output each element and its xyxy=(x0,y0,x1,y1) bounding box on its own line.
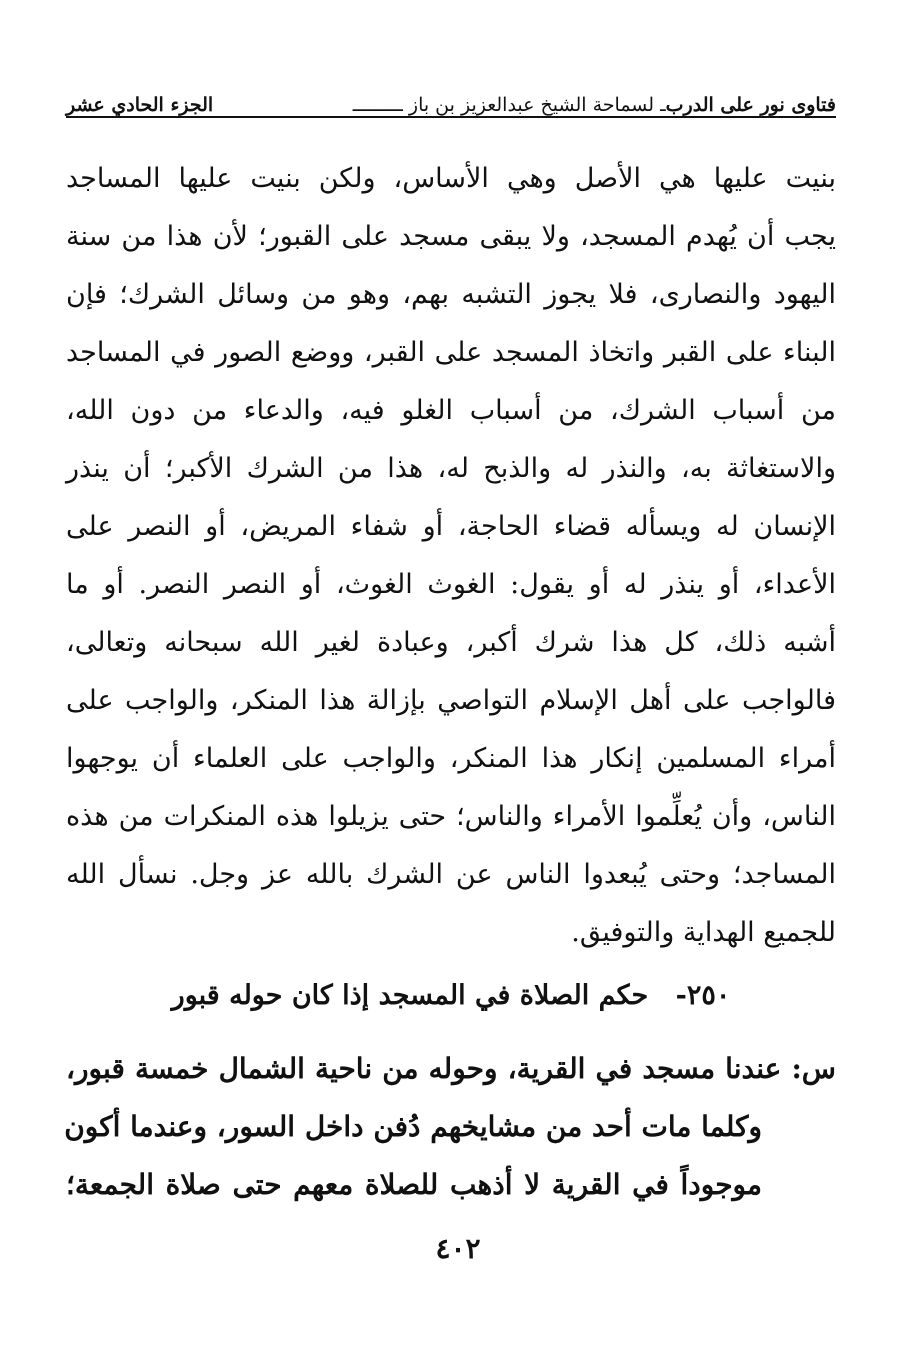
section-title: حكم الصلاة في المسجد إذا كان حوله قبور xyxy=(171,980,649,1011)
body-line: الأعداء، أو ينذر له أو يقول: الغوث الغوث، أو النصر النصر. أو ما xyxy=(66,569,836,600)
section-heading xyxy=(66,980,836,1011)
body-line: بنيت عليها هي الأصل وهي الأساس، ولكن بنيت عليها المساجد xyxy=(66,163,836,194)
page-number: ٤٠٢ xyxy=(435,1232,481,1265)
body-line: الإنسان له ويسأله قضاء الحاجة، أو شفاء المريض، أو النصر على xyxy=(66,511,836,542)
body-line: فالواجب على أهل الإسلام التواصي بإزالة هذا المنكر، والواجب على xyxy=(66,685,836,716)
body-line: الناس، وأن يُعلِّموا الأمراء والناس؛ حتى يزيلوا هذه المنكرات من هذه xyxy=(66,801,836,832)
body-line: والاستغاثة به، والنذر له والذبح له، هذا من الشرك الأكبر؛ أن ينذر xyxy=(66,453,836,484)
book-title: فتاوى نور على الدرب xyxy=(665,94,836,116)
question-block xyxy=(66,1040,836,1214)
body-line: البناء على القبر واتخاذ المسجد على القبر، ووضع الصور في المساجد xyxy=(66,337,836,368)
body-line: اليهود والنصارى، فلا يجوز التشبه بهم، وهو من وسائل الشرك؛ فإن xyxy=(66,279,836,310)
body-line: من أسباب الشرك، من أسباب الغلو فيه، والدعاء من دون الله، xyxy=(66,395,836,426)
volume-label: الجزء الحادي عشر xyxy=(66,94,214,116)
section-number: ٢٥٠- xyxy=(675,980,731,1011)
body-line: المساجد؛ وحتى يُبعدوا الناس عن الشرك بالله عز وجل. نسأل الله xyxy=(66,859,836,890)
body-line: للجميع الهداية والتوفيق. xyxy=(571,917,836,948)
running-header xyxy=(66,82,836,118)
question-line: س: عندنا مسجد في القرية، وحوله من ناحية الشمال خمسة قبور، xyxy=(66,1052,836,1085)
body-text xyxy=(66,150,836,962)
header-title-group xyxy=(353,94,836,116)
body-line: أشبه ذلك، كل هذا شرك أكبر، وعبادة لغير الله سبحانه وتعالى، xyxy=(66,627,836,658)
body-line: أمراء المسلمين إنكار هذا المنكر، والواجب على العلماء أن يوجهوا xyxy=(66,743,836,774)
body-line: يجب أن يُهدم المسجد، ولا يبقى مسجد على القبور؛ لأن هذا من سنة xyxy=(66,221,836,252)
question-line: موجوداً في القرية لا أذهب للصلاة معهم حتى صلاة الجمعة؛ xyxy=(66,1168,762,1201)
question-line: وكلما مات أحد من مشايخهم دُفن داخل السور، وعندما أكون xyxy=(64,1110,762,1143)
author-name: ـ لسماحة الشيخ عبدالعزيز بن باز ـــــــــ xyxy=(352,94,666,116)
